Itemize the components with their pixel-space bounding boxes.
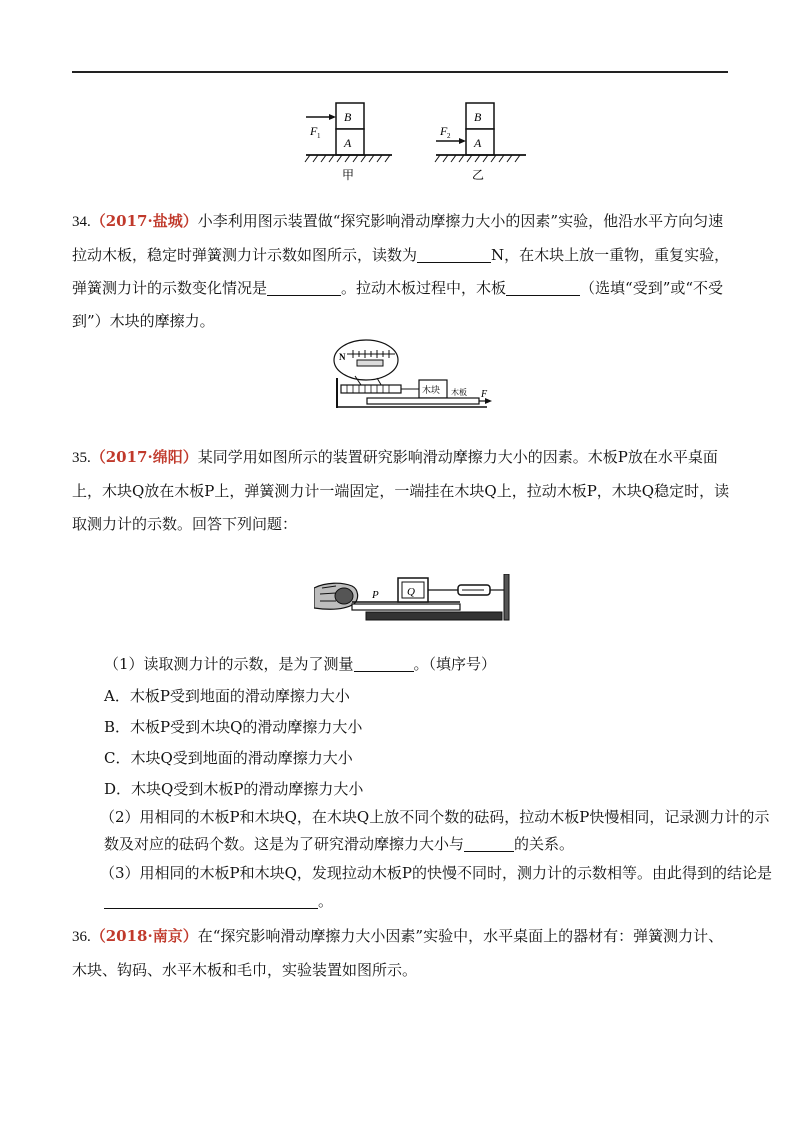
question-number: 35.	[72, 450, 91, 466]
answer-blank[interactable]	[354, 653, 414, 672]
option-d: D．木块Q受到木板P的滑动摩擦力大小	[104, 780, 364, 798]
question-35	[72, 441, 732, 541]
caption-yi: 乙	[472, 168, 485, 182]
force-label: F	[440, 124, 448, 138]
block-label: 木块	[422, 385, 441, 395]
option-c: C．木块Q受到地面的滑动摩擦力大小	[104, 749, 353, 767]
answer-blank[interactable]	[267, 277, 341, 296]
sub-question-3: （3）用相同的木板P和木块Q，发现拉动木板P的快慢不同时，测力计的示数相等。由此得到的结论是	[100, 864, 773, 882]
question-text: （选填“受到”或“不受到”）木块的摩擦力。	[72, 279, 724, 330]
block-a-label: A	[474, 136, 482, 150]
question-source: （2017·盐城）	[90, 212, 198, 230]
sub-question-1	[104, 653, 496, 674]
sub-question-text: 。	[318, 892, 334, 910]
unit-label: N	[339, 352, 346, 362]
figure-spring-scale-board	[333, 338, 493, 410]
answer-blank[interactable]	[464, 833, 514, 852]
option-a: A．木板P受到地面的滑动摩擦力大小	[104, 687, 350, 705]
block-b-label: B	[474, 110, 482, 124]
block-b-label: B	[344, 110, 352, 124]
question-number: 34.	[72, 214, 91, 230]
option-b: B．木板P受到木块Q的滑动摩擦力大小	[104, 718, 363, 736]
sub-question-text: 的关系。	[514, 835, 575, 853]
question-text: 小李利用图示装置做“探究影响滑动摩擦力大小的因素”实验，他沿水平方向匀速拉动木板，稳定时弹簧测力计示数如图所示，读数为	[72, 212, 724, 264]
question-number: 36.	[72, 929, 91, 945]
answer-blank[interactable]	[506, 277, 580, 296]
question-text: 在“探究影响滑动摩擦力大小因素”实验中，水平桌面上的器材有：弹簧测力计、木块、钩码、水平木板和毛巾，实验装置如图所示。	[72, 927, 724, 979]
force-label: F	[310, 124, 318, 138]
answer-blank[interactable]	[417, 244, 491, 263]
sub-question-text: 。（填序号）	[413, 655, 497, 673]
figure-blocks-jia-yi	[300, 95, 540, 185]
question-source: （2018·南京）	[90, 927, 198, 945]
figure-board-p-block-q	[314, 574, 514, 632]
caption-jia: 甲	[342, 168, 355, 182]
question-text: 某同学用如图所示的装置研究影响滑动摩擦力大小的因素。木板P放在水平桌面上，木块Q放在木板P上，弹簧测力计一端固定，一端挂在木块Q上，拉动木板P，木块Q稳定时，读取测力计的示数。回答下列问题：	[72, 448, 730, 533]
block-a-label: A	[344, 136, 352, 150]
sub-question-2-cont	[104, 833, 574, 854]
board-label: 木板	[451, 388, 467, 397]
sub-question-2: （2）用相同的木板P和木块Q，在木块Q上放不同个数的砝码，拉动木板P快慢相同，记录测力计的示	[100, 808, 770, 826]
sub-question-text: 数及对应的砝码个数。这是为了研究滑动摩擦力大小与	[104, 835, 465, 853]
question-36	[72, 920, 732, 987]
force-label: F	[481, 389, 488, 400]
question-text: N，在木块上放一重物，重复实验，弹簧测力计的示数变化情况是	[72, 246, 730, 297]
board-p-label: P	[372, 589, 379, 601]
block-q-label: Q	[407, 586, 415, 598]
figure-yi	[435, 103, 526, 182]
sub-question-text: （1）读取测力计的示数，是为了测量	[104, 655, 354, 673]
sub-question-3-cont	[104, 890, 333, 911]
force-subscript: 2	[447, 132, 451, 140]
figure-jia	[305, 103, 392, 182]
question-text: 。拉动木板过程中，木板	[341, 279, 507, 297]
header-rule	[72, 71, 728, 73]
question-34	[72, 205, 732, 338]
force-subscript: 1	[317, 132, 321, 140]
answer-blank[interactable]	[104, 890, 318, 909]
question-source: （2017·绵阳）	[90, 448, 198, 466]
